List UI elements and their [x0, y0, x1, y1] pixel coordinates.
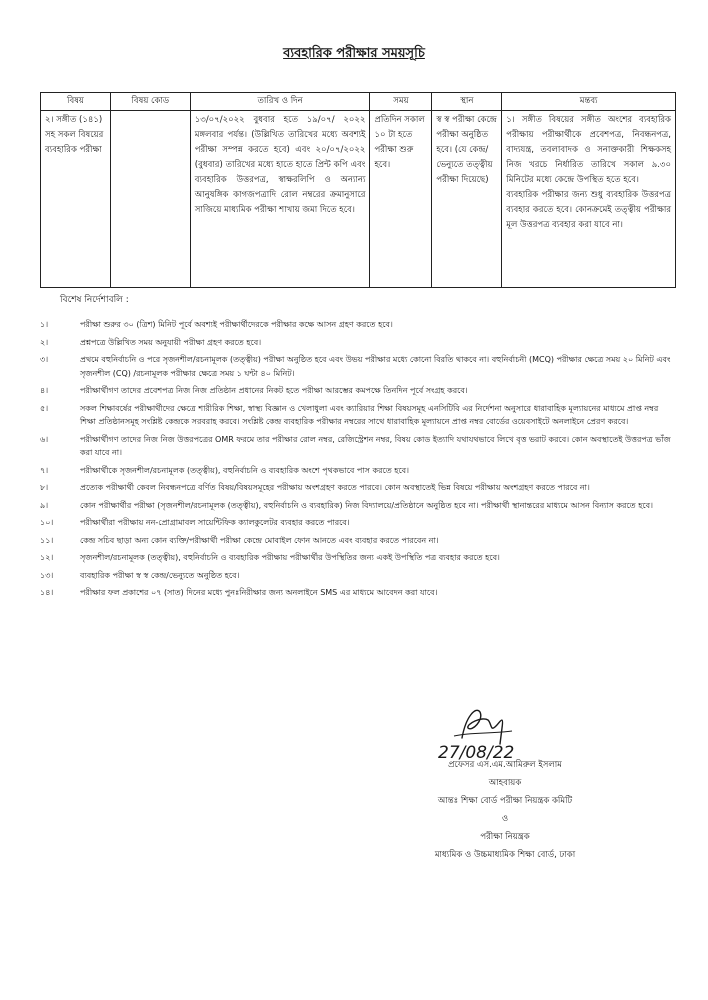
note-text: কোন পরীক্ষার্থীর পরীক্ষা (সৃজনশীল/রচনামূলক (তত্ত্বীয়), বহুনির্বাচনি ও ব্যবহারিক) নিজ বিদ্যালয়ে/প্রতিষ্ঠানে অনুষ্ঠিত হবে না। পরীক্ষার্থী স্থানান্তরের মাধ্যমে আসন বিন্যাস করতে হবে।	[80, 500, 653, 510]
header-time: সময়	[370, 93, 432, 111]
note-number: ১২।	[40, 553, 54, 562]
header-code: বিষয় কোড	[110, 93, 190, 111]
signatory-role-2: পরীক্ষা নিয়ন্ত্রক	[480, 832, 530, 842]
list-item	[36, 464, 676, 478]
signatory-board: মাধ্যমিক ও উচ্চমাধ্যমিক শিক্ষা বোর্ড, ঢাকা	[434, 850, 576, 860]
note-text: পরীক্ষার ফল প্রকাশের ০৭ (সাত) দিনের মধ্যে পুনঃনিরীক্ষার জন্য অনলাইনে SMS এর মাধ্যমে আবেদন করা যাবে।	[80, 588, 438, 597]
note-number: ১১।	[40, 535, 54, 545]
signature-date: 27/08/22	[438, 743, 515, 763]
note-text: পরীক্ষা শুরুর ৩০ (ত্রিশ) মিনিট পূর্বে অবশ্যই পরীক্ষার্থীদেরকে পরীক্ষার কক্ষে আসন গ্রহণ করতে হবে।	[80, 320, 393, 329]
note-number: ২।	[40, 337, 49, 347]
note-number: ৯।	[40, 500, 49, 510]
list-item	[36, 516, 676, 530]
table-header-row	[41, 93, 676, 111]
cell-subject: ২। সঙ্গীত (১৪১) সহ সকল বিষয়ের ব্যবহারিক পরীক্ষা	[41, 111, 111, 288]
header-subject: বিষয়	[41, 93, 111, 111]
list-item	[36, 481, 676, 495]
note-text: পরীক্ষার্থীগণ তাদের প্রবেশপত্র নিজ নিজ প্রতিষ্ঠান প্রধানের নিকট হতে পরীক্ষা আরম্ভের কমপক্ষে তিনদিন পূর্বে সংগ্রহ করবে।	[80, 386, 468, 395]
cell-remark	[502, 111, 676, 288]
note-number: ১০।	[40, 518, 54, 527]
cell-code	[110, 111, 190, 288]
table-row	[41, 111, 676, 288]
note-number: ৫।	[40, 403, 49, 413]
note-number: ১৪।	[40, 588, 54, 597]
note-text: প্রথমে বহুনির্বাচনি ও পরে সৃজনশীল/রচনামূলক (তত্ত্বীয়) পরীক্ষা অনুষ্ঠিত হবে এবং উভয় পরীক্ষার মধ্যে কোনো বিরতি থাকবে না। বহুনির্বাচনী (MCQ) পরীক্ষার ক্ষেত্রে সময় ২০ মিনিট এবং সৃজনশীল (CQ) /রচনামূলক পরীক্ষার ক্ষেত্রে সময় ১ ঘন্টা ৪০ মিনিট।	[80, 355, 671, 378]
list-item	[36, 318, 676, 332]
notes-heading: বিশেষ নির্দেশাবলি :	[60, 295, 129, 305]
note-text: ব্যবহারিক পরীক্ষা স্ব স্ব কেন্দ্র/ভেন্যুতে অনুষ্ঠিত হবে।	[80, 570, 240, 580]
notes-list	[36, 318, 676, 604]
list-item	[36, 353, 676, 380]
list-item	[36, 586, 676, 600]
cell-place: স্ব স্ব পরীক্ষা কেন্দ্রে পরীক্ষা অনুষ্ঠিত হবে। (যে কেন্দ্র/ ভেন্যুতে তত্ত্বীয় পরীক্ষা দিয়েছে)	[432, 111, 502, 288]
note-number: ৪।	[40, 386, 49, 395]
signatory-conjunction: ও	[501, 814, 509, 824]
remark-1: ১। সঙ্গীত বিষয়ের সঙ্গীত অংশের ব্যবহারিক পরীক্ষায় পরীক্ষার্থীকে প্রবেশপত্র, নিবন্ধনপত্র, বাদ্যযন্ত্র, তবলাবাদক ও সনাক্তকারী শিক্ষকসহ নিজ খরচে নির্ধারিত তারিখে সকাল ৯.৩০ মিনিটের মধ্যে কেন্দ্রে উপস্থিত হতে হবে।	[506, 115, 671, 185]
list-item	[36, 499, 676, 513]
list-item	[36, 569, 676, 583]
note-number: ১।	[40, 320, 49, 329]
signatory-role-1: আহবায়ক	[488, 778, 522, 788]
header-date: তারিখ ও দিন	[190, 93, 370, 111]
note-number: ১৩।	[40, 570, 54, 580]
list-item	[36, 433, 676, 460]
list-item	[36, 551, 676, 565]
header-remark: মন্তব্য	[502, 93, 676, 111]
header-place: স্থান	[432, 93, 502, 111]
note-text: প্রশ্নপত্রে উল্লিখিত সময় অনুযায়ী পরীক্ষা গ্রহণ করতে হবে।	[80, 337, 262, 347]
note-text: প্রত্যেক পরীক্ষার্থী কেবল নিবন্ধনপত্রে বর্ণিত বিষয়/বিষয়সমূহের পরীক্ষায় অংশগ্রহণ করতে পারবে। কোন অবস্থাতেই ভিন্ন বিষয়ে পরীক্ষায় অংশগ্রহণ করতে পারবে না।	[80, 483, 590, 492]
note-text: পরীক্ষার্থীগণ তাদের নিজ নিজ উত্তরপত্রের OMR ফরমে তার পরীক্ষার রোল নম্বর, রেজিস্ট্রেশন নম্বর, বিষয় কোড ইত্যাদি যথাযথভাবে লিখে বৃত্ত ভরাট করবে। কোন অবস্থাতেই উত্তরপত্র ভাঁজ করা যাবে না।	[80, 434, 671, 457]
note-text: সৃজনশীল/রচনামূলক (তত্ত্বীয়), বহুনির্বাচনি ও ব্যবহারিক পরীক্ষায় পরীক্ষার্থীর উপস্থিতির জন্য একই উপস্থিতি পত্র ব্যবহার করতে হবে।	[80, 553, 500, 562]
signatory-block	[360, 756, 650, 864]
note-text: পরীক্ষার্থীকে সৃজনশীল/রচনামূলক (তত্ত্বীয়), বহুনির্বাচনি ও ব্যবহারিক অংশে পৃথকভাবে পাস করতে হবে।	[80, 465, 409, 475]
note-number: ৬।	[40, 434, 49, 444]
cell-time: প্রতিদিন সকাল ১০ টা হতে পরীক্ষা শুরু হবে।	[370, 111, 432, 288]
signatory-committee: আন্তঃ শিক্ষা বোর্ড পরীক্ষা নিয়ন্ত্রক কমিটি	[437, 796, 573, 806]
list-item	[36, 534, 676, 548]
note-text: পরীক্ষার্থীরা পরীক্ষায় নন-প্রোগ্রামাবল সায়েন্টিফিক ক্যালকুলেটর ব্যবহার করতে পারবে।	[80, 518, 350, 527]
note-text: কেন্দ্র সচিব ছাড়া অন্য কোন ব্যক্তি/পরীক্ষার্থী পরীক্ষা কেন্দ্রে মোবাইল ফোন আনতে এবং ব্যবহার করতে পারবেন না।	[80, 535, 439, 545]
signatory-name: প্রফেসর এস.এম.আমিরুল ইসলাম	[448, 760, 562, 770]
list-item	[36, 384, 676, 398]
list-item	[36, 402, 676, 429]
list-item	[36, 336, 676, 350]
note-text: সকল শিক্ষাবর্ষের পরীক্ষার্থীদের ক্ষেত্রে শারীরিক শিক্ষা, স্বাস্থ্য বিজ্ঞান ও খেলাধুলা এবং ক্যারিয়ার শিক্ষা বিষয়সমূহ এনসিটিবি এর নির্দেশনা অনুসারে ধারাবাহিক মূল্যায়নের মাধ্যমে প্রাপ্ত নম্বর শিক্ষা প্রতিষ্ঠানসমূহ সংশ্লিষ্ট কেন্দ্রকে সরবরাহ করবে। সংশ্লিষ্ট কেন্দ্র ব্যবহারিক পরীক্ষার নম্বরের সাথে ধারাবাহিক মূল্যায়নে প্রাপ্ত নম্বর বোর্ডের ওয়েবসাইটে অনলাইনে প্রেরণ করবে।	[80, 403, 659, 426]
remark-2: ব্যবহারিক পরীক্ষার জন্য শুধু ব্যবহারিক উত্তরপত্র ব্যবহার করতে হবে। কোনক্রমেই তত্ত্বীয় পরীক্ষার মূল উত্তরপত্র ব্যবহার করা যাবে না।	[506, 190, 671, 230]
page-title: ব্যবহারিক পরীক্ষার সময়সূচি	[283, 46, 425, 61]
cell-date: ১৩/০৭/২০২২ বুধবার হতে ১৯/০৭/ ২০২২ মঙ্গলবার পর্যন্ত। (উল্লিখিত তারিখের মধ্যে অবশ্যই পরীক্ষা সম্পন্ন করতে হবে) এবং ২০/০৭/২০২২ (বুধবার) তারিখের মধ্যে হাতে হাতে প্রিন্ট কপি এবং ব্যবহারিক উত্তরপত্র, স্বাক্ষরলিপি ও অন্যান্য আনুষঙ্গিক কাগজপত্রাদি রোল নম্বরের ক্রমানুসারে সাজিয়ে মাধ্যমিক পরীক্ষা শাখায় জমা দিতে হবে।	[190, 111, 370, 288]
note-number: ৩।	[40, 355, 49, 364]
note-number: ৮।	[40, 483, 49, 492]
schedule-table	[40, 92, 676, 288]
note-number: ৭।	[40, 465, 49, 475]
